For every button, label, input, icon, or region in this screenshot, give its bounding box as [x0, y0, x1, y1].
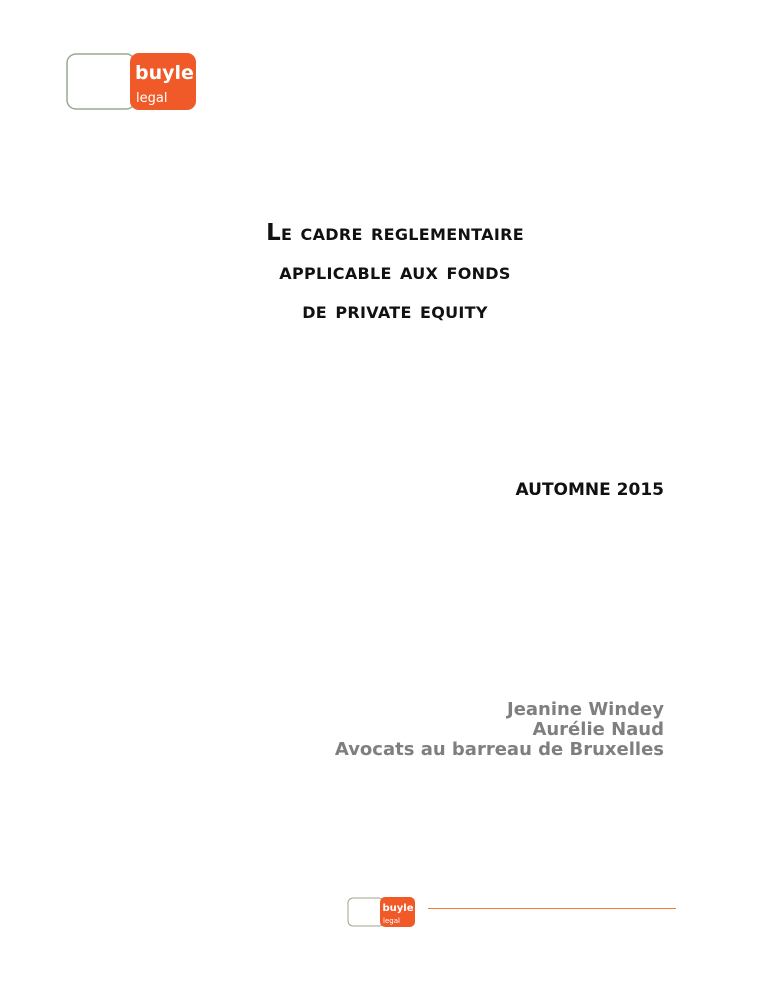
footer-divider [428, 908, 676, 909]
document-title [150, 214, 640, 331]
title-line-1: Le cadre reglementaire [266, 220, 524, 246]
publication-season: AUTOMNE 2015 [515, 480, 664, 500]
authors-block [335, 700, 664, 760]
footer-logo-sub-text: legal [383, 917, 400, 925]
title-line-2: applicable aux fonds [279, 259, 511, 285]
footer-logo-brand-text: buyle [382, 903, 414, 914]
authors-role: Avocats au barreau de Bruxelles [334, 739, 664, 760]
logo-sub-text: legal [136, 91, 168, 106]
author-name: Jeanine Windey [507, 699, 664, 720]
logo-brand-text: buyle [135, 62, 194, 84]
footer-logo [347, 897, 415, 927]
buyle-legal-logo [66, 53, 196, 110]
author-name: Aurélie Naud [532, 719, 664, 740]
title-line-3: de private equity [302, 298, 488, 324]
